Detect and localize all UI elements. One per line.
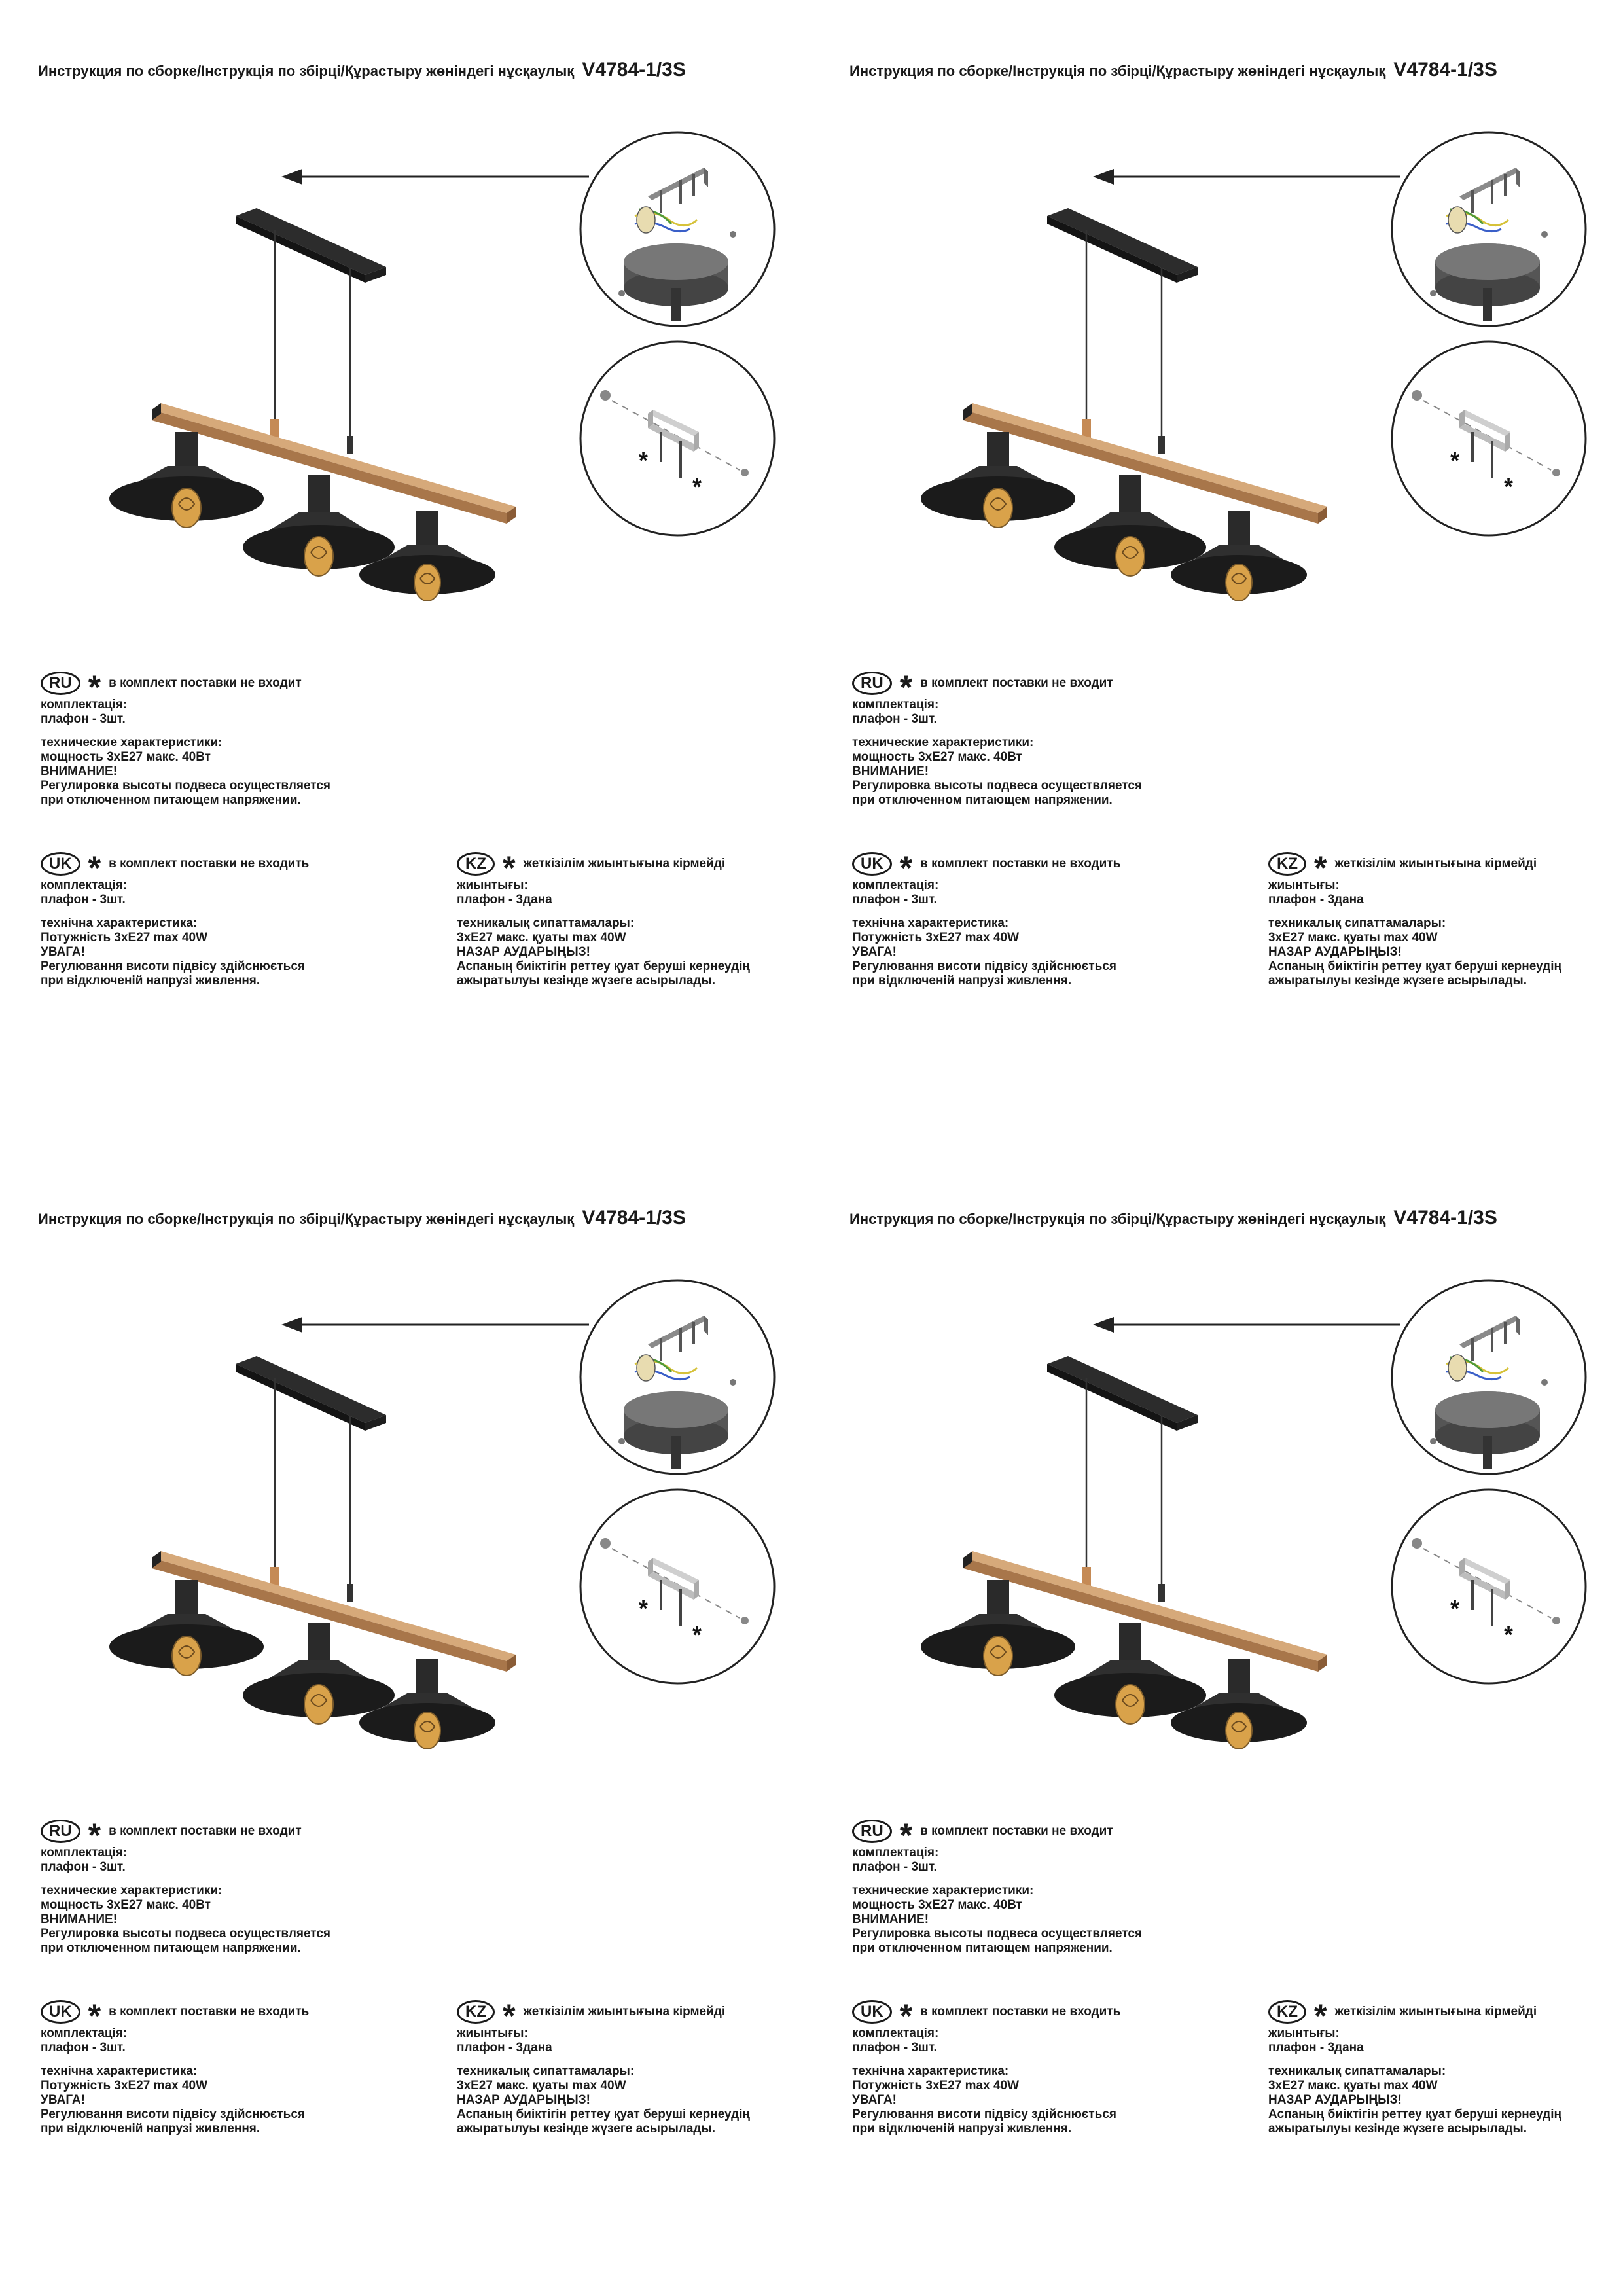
uk-section — [852, 2000, 1120, 2136]
not-included-note: жеткізілім жиынтығына кірмейді — [523, 857, 726, 870]
warning-title: НАЗАР АУДАРЫҢЫЗ! — [457, 2093, 590, 2107]
spec-value: Потужність 3хЕ27 max 40W — [852, 931, 1020, 944]
kit-value: плафон - 3шт. — [852, 712, 937, 726]
lang-badge-uk: UK — [41, 852, 80, 876]
spec-value: Потужність 3хЕ27 max 40W — [41, 931, 208, 944]
model-number: V4784-1/3S — [1393, 59, 1497, 81]
warning-line: ажыратылуы кезінде жүзеге асырылады. — [1268, 974, 1527, 988]
uk-section — [41, 2000, 309, 2136]
warning-title: УВАГА! — [41, 945, 85, 959]
kit-value: плафон - 3шт. — [41, 893, 126, 906]
warning-line: при відключеній напрузі живлення. — [852, 974, 1072, 988]
warning-title: УВАГА! — [41, 2093, 85, 2107]
bracket-detail — [580, 342, 774, 535]
lang-badge-ru: RU — [852, 1820, 892, 1843]
arrow-left-icon — [1093, 169, 1400, 185]
spec-label: технічна характеристика: — [41, 2064, 198, 2078]
kit-label: комплектація: — [41, 1846, 128, 1859]
warning-line: ажыратылуы кезінде жүзеге асырылады. — [457, 974, 715, 988]
arrow-left-icon — [1093, 1317, 1400, 1333]
kit-label: жиынтығы: — [1268, 2026, 1340, 2040]
title-text: Инструкция по сборке/Інструкція по збірці/Құрастыру жөніндегі нұсқаулық — [38, 63, 575, 79]
warning-line: при отключенном питающем напряжении. — [852, 1941, 1113, 1955]
spec-label: технічна характеристика: — [852, 2064, 1009, 2078]
warning-line: ажыратылуы кезінде жүзеге асырылады. — [457, 2122, 715, 2136]
spec-label: технические характеристики: — [852, 736, 1034, 749]
not-included-note: в комплект поставки не входить — [920, 857, 1121, 870]
asterisk-icon: * — [639, 447, 649, 474]
kit-label: комплектація: — [41, 698, 128, 711]
warning-line: ажыратылуы кезінде жүзеге асырылады. — [1268, 2122, 1527, 2136]
not-included-note: в комплект поставки не входить — [109, 857, 310, 870]
lamp-shade-2 — [243, 1623, 395, 1724]
asterisk-icon: * — [1314, 1998, 1327, 2034]
not-included-note: жеткізілім жиынтығына кірмейді — [1334, 857, 1537, 870]
warning-line: при відключеній напрузі живлення. — [852, 2122, 1072, 2136]
asterisk-icon: * — [1314, 850, 1327, 886]
kit-value: плафон - 3дана — [1268, 2041, 1364, 2054]
warning-line: Регулировка высоты подвеса осуществляется — [41, 1927, 331, 1941]
warning-line: Регулювання висоти підвісу здійснюється — [41, 2108, 305, 2121]
spec-label: технические характеристики: — [41, 1884, 223, 1897]
asterisk-icon: * — [503, 850, 516, 886]
ru-section — [41, 1817, 331, 1956]
asterisk-icon: * — [1504, 1621, 1514, 1648]
lang-badge-kz: KZ — [1268, 852, 1306, 876]
spec-value: 3хЕ27 макс. қуаты max 40W — [457, 931, 626, 944]
asterisk-icon: * — [692, 473, 702, 500]
kit-label: комплектація: — [852, 2026, 939, 2040]
title-text: Инструкция по сборке/Інструкція по збірці/Құрастыру жөніндегі нұсқаулық — [38, 1211, 575, 1227]
asterisk-icon: * — [639, 1595, 649, 1622]
lamp-shade-2 — [1054, 1623, 1206, 1724]
bracket-detail — [1392, 342, 1586, 535]
title-text: Инструкция по сборке/Інструкція по збірці/Құрастыру жөніндегі нұсқаулық — [849, 1211, 1386, 1227]
lamp-illustration — [812, 1148, 1623, 1776]
kz-section — [457, 852, 750, 988]
spec-value: 3хЕ27 макс. қуаты max 40W — [1268, 2079, 1438, 2092]
kit-label: жиынтығы: — [457, 878, 528, 892]
warning-line: Регулировка высоты подвеса осуществляется — [852, 1927, 1143, 1941]
warning-title: НАЗАР АУДАРЫҢЫЗ! — [1268, 945, 1402, 959]
kit-label: комплектація: — [852, 1846, 939, 1859]
title-text: Инструкция по сборке/Інструкція по збірці/Құрастыру жөніндегі нұсқаулық — [849, 63, 1386, 79]
warning-line: Регулювання висоти підвісу здійснюється — [41, 960, 305, 973]
arrow-left-icon — [281, 1317, 589, 1333]
lang-badge-kz: KZ — [1268, 2000, 1306, 2024]
not-included-note: в комплект поставки не входит — [920, 1824, 1113, 1838]
asterisk-icon: * — [899, 1817, 913, 1854]
kit-value: плафон - 3дана — [457, 2041, 552, 2054]
warning-title: ВНИМАНИЕ! — [41, 764, 118, 778]
asterisk-icon: * — [88, 850, 101, 886]
spec-value: 3хЕ27 макс. қуаты max 40W — [457, 2079, 626, 2092]
kit-value: плафон - 3шт. — [41, 2041, 126, 2054]
lamp-illustration — [812, 0, 1623, 628]
uk-section — [41, 852, 309, 988]
spec-label: технические характеристики: — [852, 1884, 1034, 1897]
spec-label: техникалық сипаттамалары: — [457, 916, 635, 930]
lamp-shade-1 — [109, 432, 264, 528]
kit-label: комплектація: — [852, 698, 939, 711]
spec-value: 3хЕ27 макс. қуаты max 40W — [1268, 931, 1438, 944]
warning-line: Аспаның биіктігін реттеу қуат беруші кернеудің — [1268, 960, 1561, 973]
kit-value: плафон - 3шт. — [852, 1860, 937, 1874]
kit-value: плафон - 3дана — [1268, 893, 1364, 906]
kit-value: плафон - 3дана — [457, 893, 552, 906]
kit-label: жиынтығы: — [457, 2026, 528, 2040]
asterisk-icon: * — [503, 1998, 516, 2034]
asterisk-icon: * — [899, 669, 913, 706]
warning-line: при відключеній напрузі живлення. — [41, 974, 260, 988]
lamp-shade-1 — [921, 432, 1075, 528]
lang-badge-ru: RU — [41, 672, 80, 695]
spec-label: технічна характеристика: — [41, 916, 198, 930]
warning-line: Регулировка высоты подвеса осуществляется — [41, 779, 331, 793]
bracket-detail — [580, 1490, 774, 1683]
ceiling-canopy — [1047, 1356, 1198, 1431]
not-included-note: в комплект поставки не входит — [109, 1824, 302, 1838]
asterisk-icon: * — [88, 669, 101, 706]
warning-title: УВАГА! — [852, 945, 897, 959]
spec-value: мощность 3хЕ27 макс. 40Вт — [852, 1898, 1022, 1912]
lamp-shade-2 — [1054, 475, 1206, 576]
not-included-note: жеткізілім жиынтығына кірмейді — [523, 2005, 726, 2018]
warning-title: ВНИМАНИЕ! — [41, 1912, 118, 1926]
asterisk-icon: * — [899, 1998, 913, 2034]
kit-label: комплектація: — [41, 878, 128, 892]
lamp-shade-2 — [243, 475, 395, 576]
kz-section — [457, 2000, 750, 2136]
spec-value: Потужність 3хЕ27 max 40W — [852, 2079, 1020, 2092]
lamp-illustration — [0, 1148, 812, 1776]
warning-title: НАЗАР АУДАРЫҢЫЗ! — [1268, 2093, 1402, 2107]
spec-label: техникалық сипаттамалары: — [457, 2064, 635, 2078]
lamp-shade-1 — [921, 1580, 1075, 1676]
instruction-sheet-3 — [0, 1148, 812, 2296]
mount-detail — [580, 132, 774, 326]
kz-section — [1268, 2000, 1561, 2136]
warning-title: ВНИМАНИЕ! — [852, 764, 929, 778]
kit-value: плафон - 3шт. — [41, 712, 126, 726]
warning-line: при відключеній напрузі живлення. — [41, 2122, 260, 2136]
lang-badge-ru: RU — [852, 672, 892, 695]
spec-value: мощность 3хЕ27 макс. 40Вт — [852, 750, 1022, 764]
warning-line: Аспаның биіктігін реттеу қуат беруші кернеудің — [1268, 2108, 1561, 2121]
warning-line: Регулювання висоти підвісу здійснюється — [852, 960, 1116, 973]
arrow-left-icon — [281, 169, 589, 185]
spec-value: мощность 3хЕ27 макс. 40Вт — [41, 1898, 211, 1912]
bracket-detail — [1392, 1490, 1586, 1683]
ceiling-canopy — [1047, 208, 1198, 283]
warning-line: при отключенном питающем напряжении. — [852, 793, 1113, 807]
ru-section — [41, 669, 331, 808]
mount-detail — [580, 1280, 774, 1474]
model-number: V4784-1/3S — [582, 59, 686, 81]
kit-label: жиынтығы: — [1268, 878, 1340, 892]
spec-label: техникалық сипаттамалары: — [1268, 916, 1446, 930]
not-included-note: в комплект поставки не входить — [109, 2005, 310, 2018]
instruction-sheet-1 — [0, 0, 812, 1148]
kit-label: комплектація: — [852, 878, 939, 892]
ceiling-canopy — [236, 208, 386, 283]
kit-value: плафон - 3шт. — [41, 1860, 126, 1874]
lang-badge-kz: KZ — [457, 852, 495, 876]
kit-value: плафон - 3шт. — [852, 893, 937, 906]
asterisk-icon: * — [88, 1817, 101, 1854]
warning-title: НАЗАР АУДАРЫҢЫЗ! — [457, 945, 590, 959]
warning-line: при отключенном питающем напряжении. — [41, 793, 301, 807]
ru-section — [852, 669, 1143, 808]
model-number: V4784-1/3S — [1393, 1207, 1497, 1229]
ceiling-canopy — [236, 1356, 386, 1431]
warning-line: Регулювання висоти підвісу здійснюється — [852, 2108, 1116, 2121]
asterisk-icon: * — [1504, 473, 1514, 500]
spec-label: техникалық сипаттамалары: — [1268, 2064, 1446, 2078]
spec-value: Потужність 3хЕ27 max 40W — [41, 2079, 208, 2092]
warning-title: ВНИМАНИЕ! — [852, 1912, 929, 1926]
warning-line: при отключенном питающем напряжении. — [41, 1941, 301, 1955]
warning-line: Аспаның биіктігін реттеу қуат беруші кернеудің — [457, 960, 750, 973]
instruction-sheet-4 — [812, 1148, 1623, 2296]
asterisk-icon: * — [1450, 1595, 1460, 1622]
instruction-sheet-2 — [812, 0, 1623, 1148]
mount-detail — [1392, 132, 1586, 326]
not-included-note: жеткізілім жиынтығына кірмейді — [1334, 2005, 1537, 2018]
warning-line: Аспаның биіктігін реттеу қуат беруші кернеудің — [457, 2108, 750, 2121]
lang-badge-kz: KZ — [457, 2000, 495, 2024]
lamp-shade-1 — [109, 1580, 264, 1676]
lang-badge-ru: RU — [41, 1820, 80, 1843]
lang-badge-uk: UK — [41, 2000, 80, 2024]
model-number: V4784-1/3S — [582, 1207, 686, 1229]
kz-section — [1268, 852, 1561, 988]
uk-section — [852, 852, 1120, 988]
warning-line: Регулировка высоты подвеса осуществляется — [852, 779, 1143, 793]
ru-section — [852, 1817, 1143, 1956]
asterisk-icon: * — [1450, 447, 1460, 474]
not-included-note: в комплект поставки не входит — [109, 676, 302, 690]
asterisk-icon: * — [899, 850, 913, 886]
kit-value: плафон - 3шт. — [852, 2041, 937, 2054]
spec-label: технічна характеристика: — [852, 916, 1009, 930]
not-included-note: в комплект поставки не входить — [920, 2005, 1121, 2018]
warning-title: УВАГА! — [852, 2093, 897, 2107]
asterisk-icon: * — [692, 1621, 702, 1648]
mount-detail — [1392, 1280, 1586, 1474]
kit-label: комплектація: — [41, 2026, 128, 2040]
spec-value: мощность 3хЕ27 макс. 40Вт — [41, 750, 211, 764]
spec-label: технические характеристики: — [41, 736, 223, 749]
lang-badge-uk: UK — [852, 852, 892, 876]
not-included-note: в комплект поставки не входит — [920, 676, 1113, 690]
asterisk-icon: * — [88, 1998, 101, 2034]
lamp-illustration — [0, 0, 812, 628]
lang-badge-uk: UK — [852, 2000, 892, 2024]
